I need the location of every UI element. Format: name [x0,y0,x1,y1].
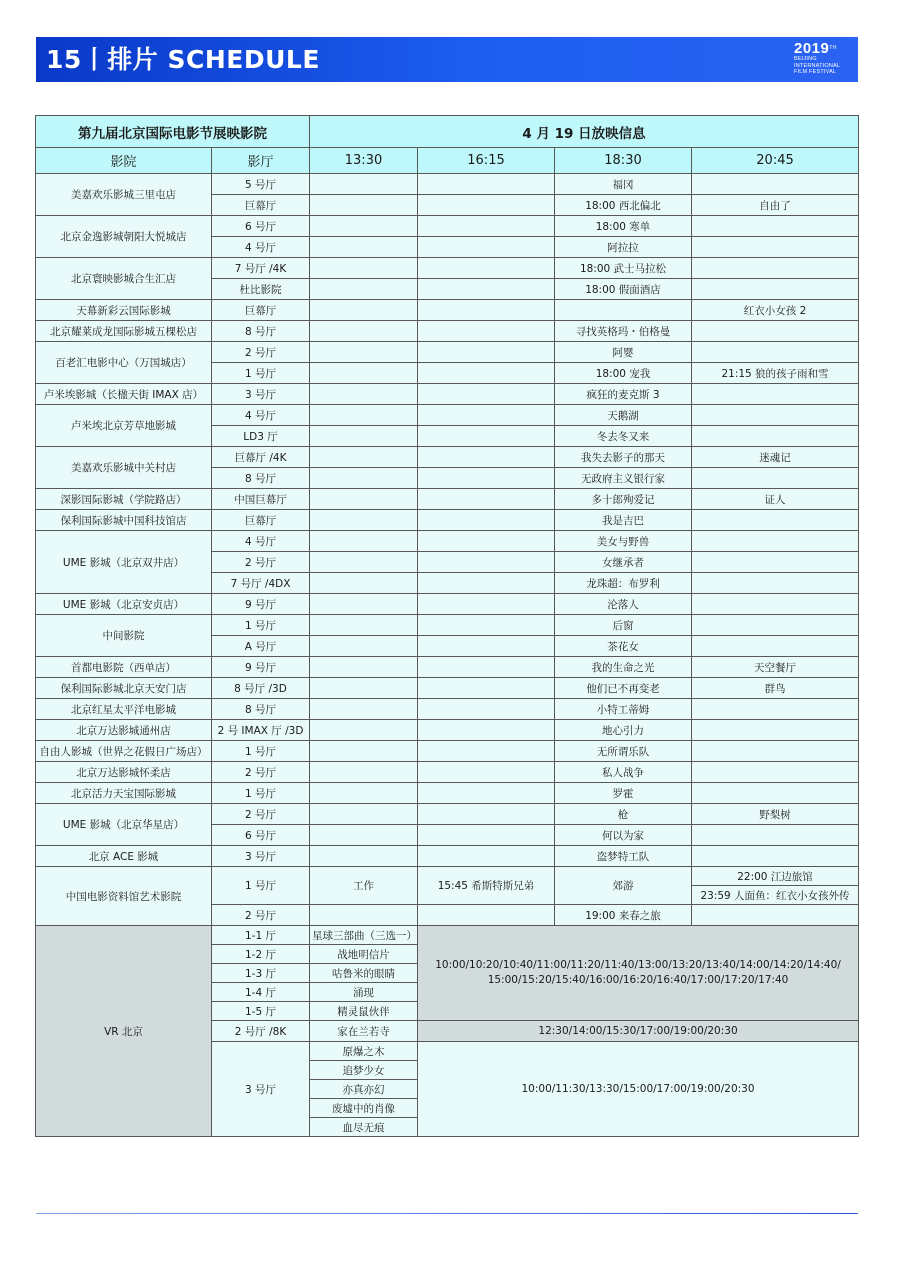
screening-1330 [310,321,418,342]
screening-1615 [418,216,555,237]
screening-1615 [418,573,555,594]
screening-1330 [310,405,418,426]
screening-2045: 23:59 人面鱼：红衣小女孩外传 [692,886,859,905]
screening-2045: 22:00 江边旅馆 [692,867,859,886]
screening-1330 [310,636,418,657]
vr-film: 追梦少女 [310,1061,418,1080]
screening-1830: 19:00 来春之旅 [555,905,692,926]
screening-1330 [310,258,418,279]
vr-hall: 1-4 厅 [212,983,310,1002]
vr-hall: 3 号厅 [212,1042,310,1137]
cinema-name: 百老汇电影中心（万国城店） [36,342,212,384]
screening-1830: 地心引力 [555,720,692,741]
screening-2045 [692,720,859,741]
table-row [36,216,859,237]
screening-2045 [692,846,859,867]
screening-1830: 茶花女 [555,636,692,657]
table-row [36,699,859,720]
table-row [36,762,859,783]
screening-2045 [692,615,859,636]
screening-1330 [310,195,418,216]
screening-2045 [692,762,859,783]
screening-1615 [418,468,555,489]
screening-2045 [692,905,859,926]
screening-1615 [418,657,555,678]
hall-name: 7 号厅 /4K [212,258,310,279]
logo-superscript: TH [829,45,838,51]
screening-1830: 天鹅湖 [555,405,692,426]
screening-2045: 迷魂记 [692,447,859,468]
screening-2045 [692,531,859,552]
screening-2045: 野梨树 [692,804,859,825]
vr-film: 涌现 [310,983,418,1002]
screening-2045 [692,279,859,300]
screening-1615 [418,258,555,279]
screening-2045 [692,825,859,846]
column-header-row [36,148,859,174]
screening-1330 [310,300,418,321]
screening-1830: 冬去冬又来 [555,426,692,447]
screening-1615 [418,300,555,321]
cinema-name: 卢米埃影城（长楹天街 IMAX 店） [36,384,212,405]
screening-1615 [418,174,555,195]
table-row [36,867,859,886]
screening-1330 [310,447,418,468]
screening-1615 [418,804,555,825]
hall-name: 2 号厅 [212,552,310,573]
cinema-name: 中国电影资料馆艺术影院 [36,867,212,926]
screening-1830: 女继承者 [555,552,692,573]
hall-name: 1 号厅 [212,615,310,636]
cinema-name: UME 影城（北京安贞店） [36,594,212,615]
hall-name: 3 号厅 [212,846,310,867]
schedule-table [35,115,859,1137]
screening-1615 [418,594,555,615]
screening-1615 [418,321,555,342]
column-header-time-2045: 20:45 [692,148,859,174]
table-row [36,300,859,321]
screening-1830: 私人战争 [555,762,692,783]
cinema-name: 深影国际影城（学院路店） [36,489,212,510]
table-row [36,615,859,636]
screening-1615 [418,905,555,926]
screening-2045: 证人 [692,489,859,510]
screening-1830: 他们已不再变老 [555,678,692,699]
screening-1330 [310,846,418,867]
hall-name: 中国巨幕厅 [212,489,310,510]
screening-1330 [310,279,418,300]
vr-showtimes-line: 10:00/10:20/10:40/11:00/11:20/11:40/13:00/13:20/13:40/14:00/14:20/14:40/ [435,959,841,971]
screening-1615 [418,531,555,552]
hall-name: 2 号 IMAX 厅 /3D [212,720,310,741]
footer-divider [36,1213,858,1214]
vr-film: 家在兰若寺 [310,1021,418,1042]
screening-1830: 后窗 [555,615,692,636]
hall-name: 巨幕厅 [212,510,310,531]
screening-2045 [692,321,859,342]
header-date-info: 4 月 19 日放映信息 [310,116,859,148]
column-header-time-1830: 18:30 [555,148,692,174]
table-row [36,720,859,741]
cinema-name: UME 影城（北京华星店） [36,804,212,846]
vr-hall: 1-2 厅 [212,945,310,964]
screening-2045: 21:15 狼的孩子雨和雪 [692,363,859,384]
table-row [36,405,859,426]
cinema-name: 北京万达影城通州店 [36,720,212,741]
header-festival-cinemas: 第九届北京国际电影节展映影院 [36,116,310,148]
vr-film: 血尽无痕 [310,1118,418,1137]
screening-1330 [310,489,418,510]
column-header-cinema: 影院 [36,148,212,174]
screening-1330 [310,426,418,447]
screening-2045 [692,783,859,804]
screening-1615 [418,447,555,468]
table-row [36,846,859,867]
screening-2045: 天空餐厅 [692,657,859,678]
vr-cinema-name: VR 北京 [36,926,212,1137]
screening-1330 [310,594,418,615]
table-row [36,447,859,468]
screening-2045 [692,405,859,426]
screening-1830: 寻找英格玛・伯格曼 [555,321,692,342]
screening-1830: 枪 [555,804,692,825]
hall-name: 9 号厅 [212,594,310,615]
screening-1330 [310,783,418,804]
vr-hall: 1-3 厅 [212,964,310,983]
hall-name: 1 号厅 [212,783,310,804]
cinema-name: 首都电影院（西单店） [36,657,212,678]
screening-1615: 15:45 希斯特斯兄弟 [418,867,555,905]
screening-1830: 我失去影子的那天 [555,447,692,468]
festival-logo [794,41,850,79]
screening-1830: 沦落人 [555,594,692,615]
screening-1615 [418,678,555,699]
screening-2045 [692,741,859,762]
screening-1830 [555,300,692,321]
screening-1615 [418,783,555,804]
screening-1830: 无所谓乐队 [555,741,692,762]
vr-showtimes: 10:00/11:30/13:30/15:00/17:00/19:00/20:30 [418,1042,859,1137]
screening-1330 [310,363,418,384]
cinema-name: 北京红星太平洋电影城 [36,699,212,720]
screening-2045 [692,552,859,573]
screening-1830: 疯狂的麦克斯 3 [555,384,692,405]
vr-hall: 1-5 厅 [212,1002,310,1021]
screening-1615 [418,237,555,258]
screening-1830: 18:00 宠我 [555,363,692,384]
hall-name: 2 号厅 [212,762,310,783]
screening-1615 [418,615,555,636]
vr-showtimes: 12:30/14:00/15:30/17:00/19:00/20:30 [418,1021,859,1042]
screening-1615 [418,279,555,300]
cinema-name: 天幕新彩云国际影城 [36,300,212,321]
screening-1330: 工作 [310,867,418,905]
logo-line: INTERNATIONAL [794,62,841,69]
screening-1615 [418,552,555,573]
hall-name: 4 号厅 [212,237,310,258]
screening-1830: 18:00 假面酒店 [555,279,692,300]
screening-2045 [692,699,859,720]
screening-1330 [310,720,418,741]
vr-film: 星球三部曲（三选一） [310,926,418,945]
hall-name: 巨幕厅 [212,300,310,321]
hall-name: 1 号厅 [212,741,310,762]
table-row [36,489,859,510]
cinema-name: 北京金逸影城朝阳大悦城店 [36,216,212,258]
screening-1615 [418,720,555,741]
screening-1615 [418,825,555,846]
screening-1615 [418,636,555,657]
hall-name: 4 号厅 [212,531,310,552]
page-title: 15丨排片 SCHEDULE [46,45,320,74]
screening-2045 [692,258,859,279]
screening-1615 [418,699,555,720]
screening-1830: 我是吉巴 [555,510,692,531]
cinema-name: 保利国际影城中国科技馆店 [36,510,212,531]
screening-1330 [310,573,418,594]
cinema-name: 北京 ACE 影城 [36,846,212,867]
screening-1330 [310,237,418,258]
hall-name: 巨幕厅 [212,195,310,216]
table-row [36,804,859,825]
screening-1615 [418,762,555,783]
screening-2045 [692,573,859,594]
screening-1615 [418,195,555,216]
screening-1330 [310,615,418,636]
screening-1830: 福冈 [555,174,692,195]
screening-1330 [310,905,418,926]
column-header-hall: 影厅 [212,148,310,174]
screening-2045 [692,468,859,489]
hall-name: 8 号厅 [212,699,310,720]
hall-name: 1 号厅 [212,867,310,905]
vr-film: 咕鲁米的眼睛 [310,964,418,983]
screening-1330 [310,384,418,405]
hall-name: 6 号厅 [212,825,310,846]
hall-name: 2 号厅 [212,905,310,926]
table-row [36,174,859,195]
hall-name: 7 号厅 /4DX [212,573,310,594]
screening-1830: 郊游 [555,867,692,905]
cinema-name: 北京万达影城怀柔店 [36,762,212,783]
hall-name: A 号厅 [212,636,310,657]
screening-1615 [418,489,555,510]
table-row [36,594,859,615]
hall-name: 8 号厅 [212,321,310,342]
hall-name: LD3 厅 [212,426,310,447]
screening-2045 [692,342,859,363]
cinema-name: 中间影院 [36,615,212,657]
screening-2045 [692,594,859,615]
screening-1830: 18:00 武士马拉松 [555,258,692,279]
table-row [36,531,859,552]
cinema-name: 保利国际影城北京天安门店 [36,678,212,699]
vr-hall: 1-1 厅 [212,926,310,945]
screening-1830: 阿拉拉 [555,237,692,258]
screening-1330 [310,825,418,846]
cinema-name: 自由人影城（世界之花假日广场店） [36,741,212,762]
screening-1830: 多十郎殉爱记 [555,489,692,510]
hall-name: 9 号厅 [212,657,310,678]
hall-name: 8 号厅 /3D [212,678,310,699]
screening-1830: 阿婴 [555,342,692,363]
screening-1615 [418,384,555,405]
screening-1330 [310,657,418,678]
page-header [36,37,858,82]
table-row [36,657,859,678]
logo-line: BEIJING [794,56,817,62]
screening-2045 [692,510,859,531]
screening-1330 [310,678,418,699]
screening-2045 [692,384,859,405]
table-header-row [36,116,859,148]
screening-1330 [310,174,418,195]
logo-year: 2019TH [794,40,838,57]
vr-hall: 2 号厅 /8K [212,1021,310,1042]
cinema-name: UME 影城（北京双井店） [36,531,212,594]
table-row [36,741,859,762]
screening-1615 [418,342,555,363]
screening-1830: 小特工蒂姆 [555,699,692,720]
hall-name: 1 号厅 [212,363,310,384]
column-header-time-1615: 16:15 [418,148,555,174]
table-row [36,384,859,405]
screening-2045 [692,237,859,258]
screening-1830: 无政府主义银行家 [555,468,692,489]
vr-film: 战地明信片 [310,945,418,964]
screening-1615 [418,510,555,531]
table-row [36,321,859,342]
vr-film: 亦真亦幻 [310,1080,418,1099]
hall-name: 6 号厅 [212,216,310,237]
cinema-name: 北京寰映影城合生汇店 [36,258,212,300]
screening-1830: 罗霍 [555,783,692,804]
cinema-name: 北京耀莱成龙国际影城五棵松店 [36,321,212,342]
hall-name: 8 号厅 [212,468,310,489]
screening-1615 [418,405,555,426]
hall-name: 4 号厅 [212,405,310,426]
table-row [36,926,859,945]
screening-2045: 群鸟 [692,678,859,699]
hall-name: 巨幕厅 /4K [212,447,310,468]
screening-2045 [692,426,859,447]
screening-2045: 自由了 [692,195,859,216]
screening-1830: 盗梦特工队 [555,846,692,867]
table-row [36,678,859,699]
screening-1830: 18:00 西北偏北 [555,195,692,216]
hall-name: 杜比影院 [212,279,310,300]
vr-film: 原爆之木 [310,1042,418,1061]
table-row [36,342,859,363]
screening-1830: 何以为家 [555,825,692,846]
column-header-time-1330: 13:30 [310,148,418,174]
screening-1330 [310,804,418,825]
vr-film: 废墟中的肖像 [310,1099,418,1118]
screening-1330 [310,510,418,531]
vr-showtimes [418,926,859,1021]
screening-2045: 红衣小女孩 2 [692,300,859,321]
screening-1330 [310,741,418,762]
screening-1330 [310,342,418,363]
cinema-name: 卢米埃北京芳草地影城 [36,405,212,447]
hall-name: 2 号厅 [212,342,310,363]
vr-showtimes-line: 15:00/15:20/15:40/16:00/16:20/16:40/17:00/17:20/17:40 [487,974,789,986]
screening-1615 [418,741,555,762]
screening-1330 [310,552,418,573]
screening-1830: 18:00 寒单 [555,216,692,237]
screening-2045 [692,636,859,657]
hall-name: 2 号厅 [212,804,310,825]
screening-1615 [418,426,555,447]
screening-1330 [310,699,418,720]
table-row [36,258,859,279]
screening-1330 [310,468,418,489]
cinema-name: 美嘉欢乐影城中关村店 [36,447,212,489]
screening-1615 [418,846,555,867]
screening-1830: 龙珠超：布罗利 [555,573,692,594]
screening-1330 [310,762,418,783]
screening-2045 [692,174,859,195]
vr-film: 精灵鼠伙伴 [310,1002,418,1021]
cinema-name: 美嘉欢乐影城三里屯店 [36,174,212,216]
screening-1830: 美女与野兽 [555,531,692,552]
logo-line: FILM FESTIVAL [794,69,837,75]
hall-name: 5 号厅 [212,174,310,195]
cinema-name: 北京活力天宝国际影城 [36,783,212,804]
screening-1615 [418,363,555,384]
table-row [36,783,859,804]
screening-2045 [692,216,859,237]
screening-1830: 我的生命之光 [555,657,692,678]
screening-1330 [310,531,418,552]
hall-name: 3 号厅 [212,384,310,405]
table-row [36,510,859,531]
screening-1330 [310,216,418,237]
